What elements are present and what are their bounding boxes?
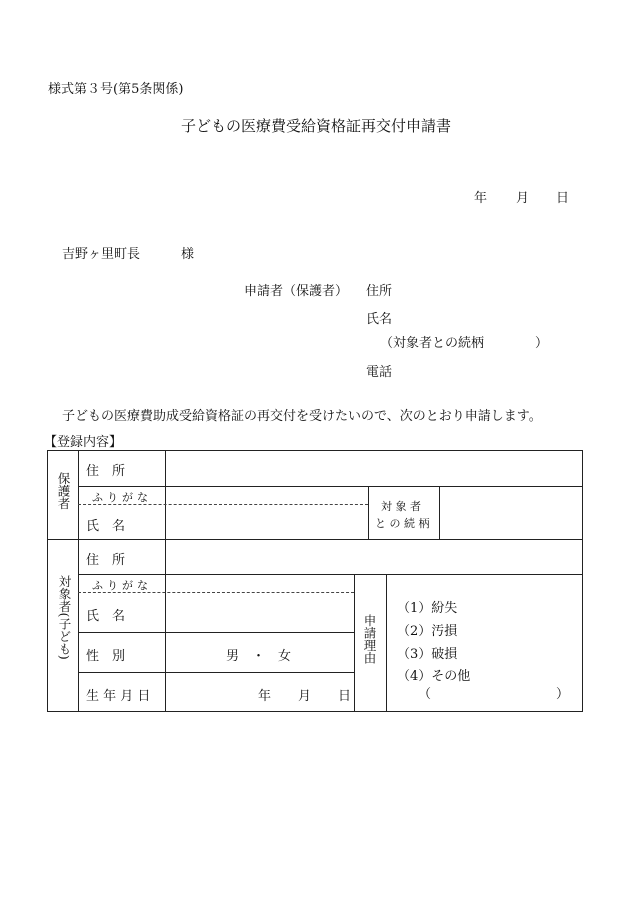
addressee-honorific: 様 bbox=[181, 247, 195, 262]
gender-label: 性 別 bbox=[86, 649, 126, 664]
guardian-name-label: 氏 名 bbox=[86, 519, 126, 534]
subject-furigana-label: ふりがな bbox=[92, 579, 152, 592]
applicant-address-label: 住所 bbox=[366, 284, 393, 299]
guardian-section-label: 保護者 bbox=[56, 472, 71, 510]
page-title: 子どもの医療費受給資格証再交付申請書 bbox=[181, 117, 452, 135]
applicant-relation-close: ） bbox=[535, 336, 549, 351]
guardian-furigana-label: ふりがな bbox=[92, 491, 152, 504]
form-number: 様式第３号(第5条関係) bbox=[48, 82, 184, 97]
reason-soiled: （2）汚損 bbox=[397, 624, 458, 639]
reason-other-open-paren: （ bbox=[418, 687, 432, 702]
subject-name-label: 氏 名 bbox=[86, 609, 126, 624]
date-year-label: 年 bbox=[474, 191, 488, 206]
section-label: 【登録内容】 bbox=[44, 435, 123, 450]
gender-value: 男 ・ 女 bbox=[226, 649, 292, 664]
relation-label-line2: と の 続 柄 bbox=[375, 517, 430, 530]
date-month-label: 月 bbox=[516, 191, 530, 206]
applicant-label: 申請者（保護者） bbox=[244, 284, 349, 299]
subject-section-label: 対象者(子ども) bbox=[57, 575, 72, 660]
guardian-address-label: 住 所 bbox=[86, 464, 126, 479]
birth-year-label: 年 bbox=[258, 689, 272, 704]
reason-lost: （1）紛失 bbox=[397, 601, 458, 616]
reason-damaged: （3）破損 bbox=[397, 647, 458, 662]
body-text: 子どもの医療費助成受給資格証の再交付を受けたいので、次のとおり申請します。 bbox=[62, 409, 542, 424]
reason-label: 申請理由 bbox=[362, 614, 377, 664]
birth-date-label: 生 年 月 日 bbox=[86, 689, 151, 704]
applicant-phone-label: 電話 bbox=[366, 365, 393, 380]
reason-other: （4）その他 bbox=[397, 669, 471, 684]
addressee-name: 吉野ヶ里町長 bbox=[62, 247, 141, 262]
reason-other-close-paren: ） bbox=[556, 687, 570, 702]
relation-label-line1: 対 象 者 bbox=[381, 500, 421, 513]
birth-month-label: 月 bbox=[298, 689, 312, 704]
date-day-label: 日 bbox=[556, 191, 570, 206]
birth-day-label: 日 bbox=[338, 689, 352, 704]
applicant-name-label: 氏名 bbox=[366, 312, 393, 327]
applicant-relation-text: （対象者との続柄 bbox=[380, 336, 485, 351]
subject-address-label: 住 所 bbox=[86, 553, 126, 568]
